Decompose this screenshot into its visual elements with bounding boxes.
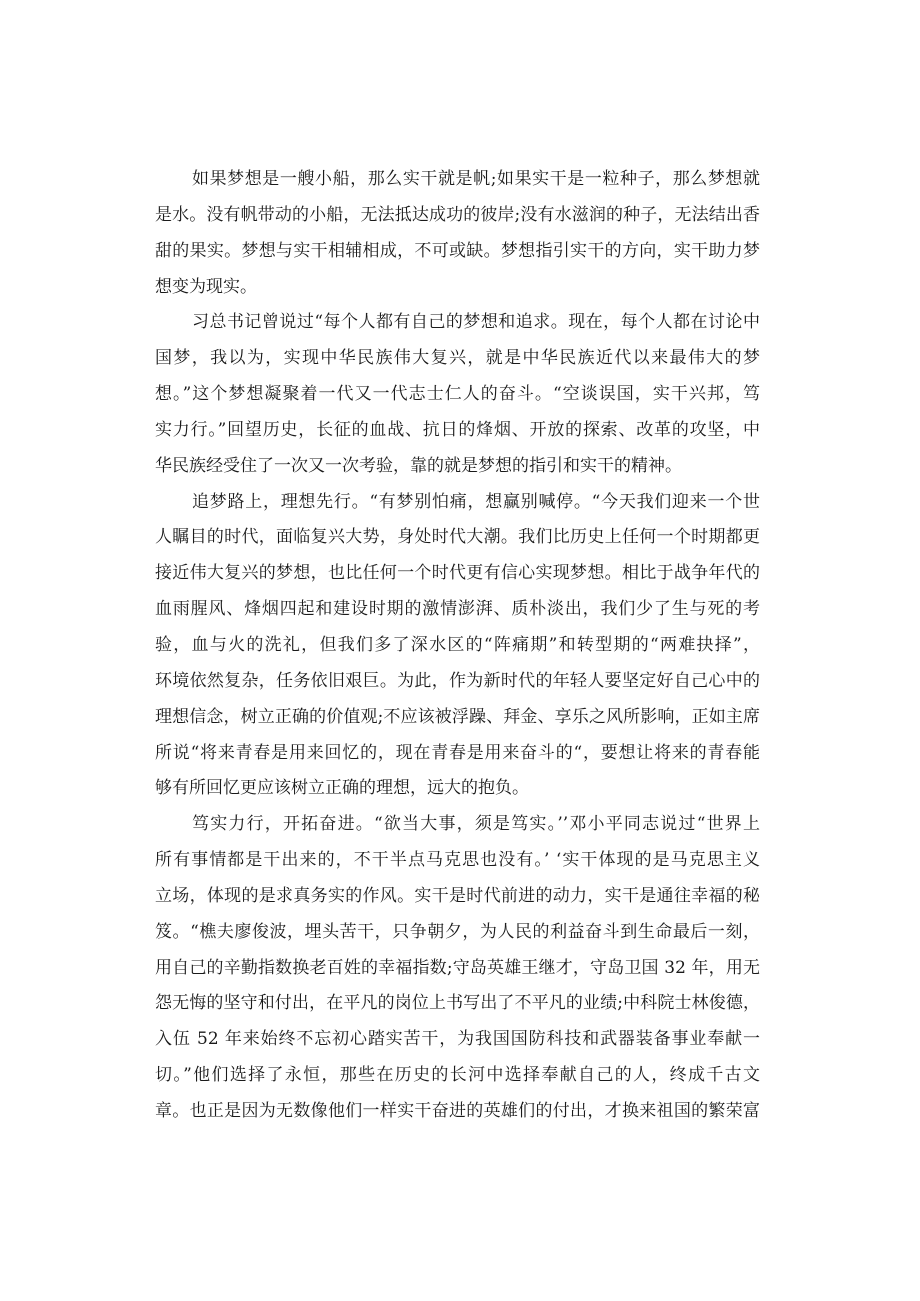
text-line: 是水。没有帆带动的小船，无法抵达成功的彼岸;没有水滋润的种子，无法结出香 [155,204,760,225]
text-line: 想变为现实。 [155,276,257,297]
text-line: 所有事情都是干出来的，不干半点马克思也没有。’ ‘实干体现的是马克思主义 [155,850,760,871]
text-line: 国梦，我以为，实现中华民族伟大复兴，就是中华民族近代以来最伟大的梦 [155,348,760,369]
text-line: 追梦路上，理想先行。“有梦别怕痛，想赢别喊停。“今天我们迎来一个世 [192,491,760,512]
paragraph-3 [155,485,760,808]
text-line: 验，血与火的洗礼，但我们多了深水区的“阵痛期”和转型期的“两难抉择”， [155,634,760,655]
text-line: 够有所回忆更应该树立正确的理想，远大的抱负。 [155,778,529,799]
text-line: 接近伟大复兴的梦想，也比任何一个时代更有信心实现梦想。相比于战争年代的 [155,563,760,584]
text-line: 章。也正是因为无数像他们一样实干奋进的英雄们的付出，才换来祖国的繁荣富 [155,1100,760,1121]
paragraph-4 [155,807,760,1130]
text-line: 实力行。”回望历史，长征的血战、抗日的烽烟、开放的探索、改革的攻坚，中 [155,419,760,440]
text-line: 立场，体现的是求真务实的作风。实干是时代前进的动力，实干是通往幸福的秘 [155,885,760,906]
text-line: 血雨腥风、烽烟四起和建设时期的激情澎湃、质朴淡出，我们少了生与死的考 [155,599,760,620]
text-line: 习总书记曾说过“每个人都有自己的梦想和追求。现在，每个人都在讨论中 [192,312,760,333]
text-line: 入伍 52 年来始终不忘初心踏实苦干，为我国国防科技和武器装备事业奉献一 [155,1029,760,1050]
text-line: 人瞩目的时代，面临复兴大势，身处时代大潮。我们比历史上任何一个时期都更 [155,527,760,548]
paragraph-1 [155,162,760,305]
paragraph-2 [155,305,760,484]
text-line: 理想信念，树立正确的价值观;不应该被浮躁、拜金、享乐之风所影响，正如主席 [155,706,760,727]
text-line: 切。”他们选择了永恒，那些在历史的长河中选择奉献自己的人，终成千古文 [155,1065,760,1086]
text-line: 笈。“樵夫廖俊波，埋头苦干，只争朝夕，为人民的利益奋斗到生命最后一刻， [155,921,760,942]
text-line: 华民族经受住了一次又一次考验，靠的就是梦想的指引和实干的精神。 [155,455,682,476]
text-line: 所说“将来青春是用来回忆的，现在青春是用来奋斗的“，要想让将来的青春能 [155,742,760,763]
text-line: 甜的果实。梦想与实干相辅相成，不可或缺。梦想指引实干的方向，实干助力梦 [155,240,760,261]
text-line: 笃实力行，开拓奋进。“欲当大事，须是笃实。’’邓小平同志说过“世界上 [192,814,760,835]
text-line: 想。”这个梦想凝聚着一代又一代志士仁人的奋斗。“空谈误国，实干兴邦，笃 [155,384,760,405]
text-line: 如果梦想是一艘小船，那么实干就是帆;如果实干是一粒种子，那么梦想就 [192,169,760,189]
text-line: 怨无悔的坚守和付出，在平凡的岗位上书写出了不平凡的业绩;中科院士林俊德， [155,993,760,1014]
document-body [155,162,760,1130]
text-line: 环境依然复杂，任务依旧艰巨。为此，作为新时代的年轻人要坚定好自己心中的 [155,670,760,691]
text-line: 用自己的辛勤指数换老百姓的幸福指数;守岛英雄王继才，守岛卫国 32 年，用无 [155,957,760,978]
